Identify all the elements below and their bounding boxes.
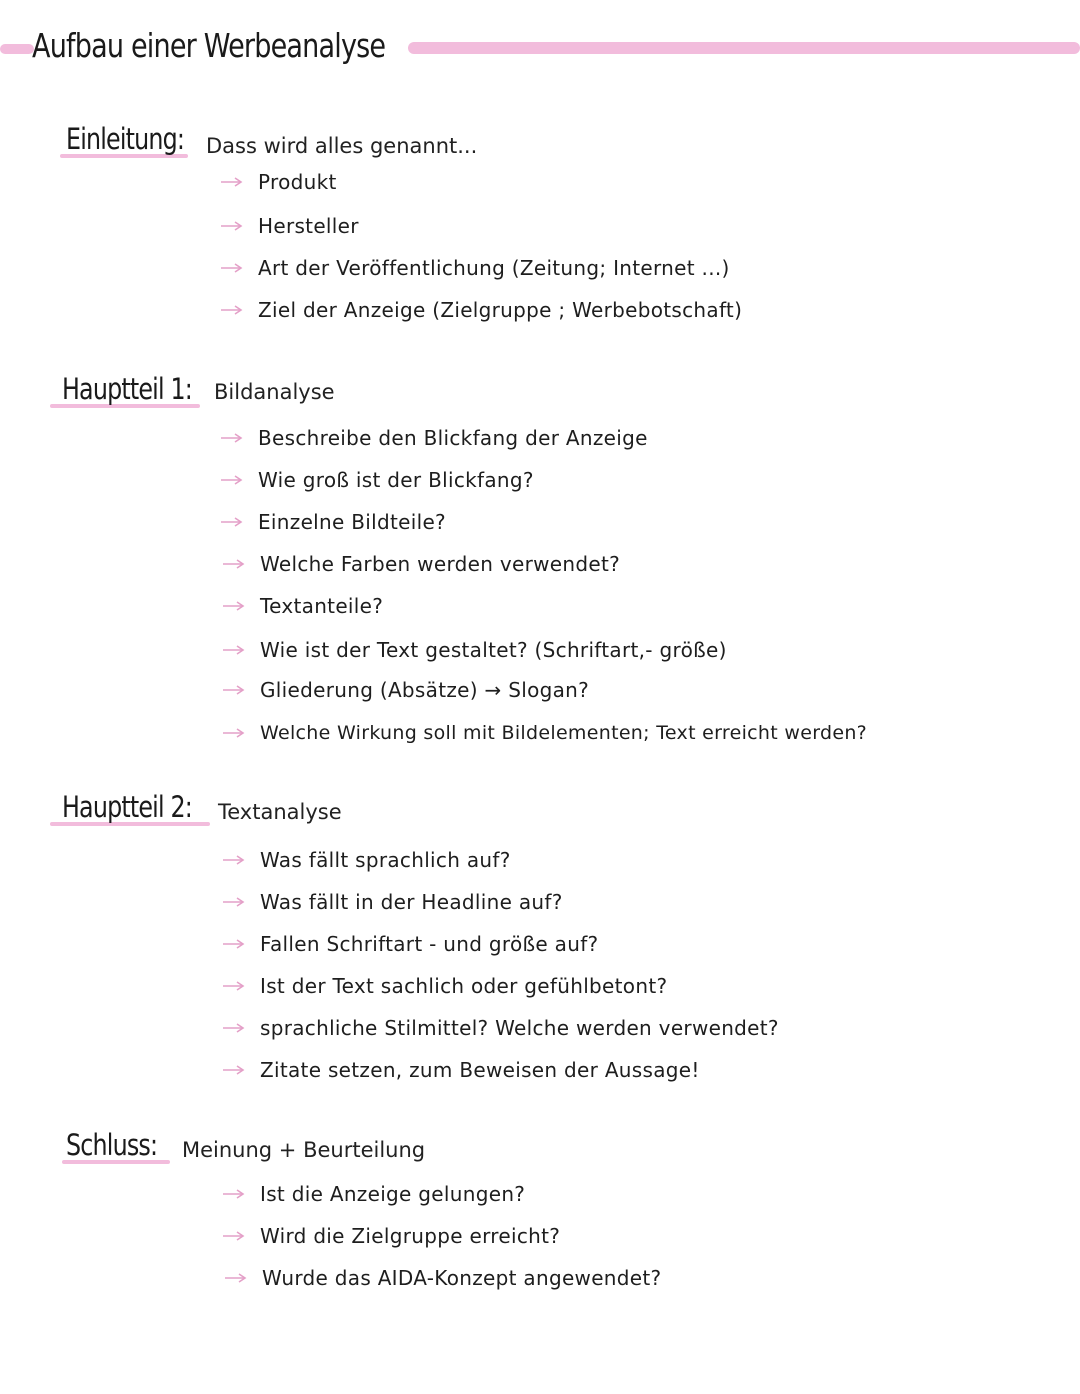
arrow-icon (222, 896, 246, 908)
list-item-text: Gliederung (Absätze) → Slogan? (260, 678, 590, 702)
list-item-text: Was fällt sprachlich auf? (260, 848, 511, 872)
arrow-icon (222, 1230, 246, 1242)
list-item (222, 890, 563, 914)
list-item (222, 552, 620, 576)
list-item-text: Art der Veröffentlichung (Zeitung; Internet ...) (258, 256, 730, 280)
arrow-icon (222, 938, 246, 950)
title-highlight-left (0, 44, 34, 54)
list-item-text: Hersteller (258, 214, 359, 238)
list-item-text: Zitate setzen, zum Beweisen der Aussage! (260, 1058, 700, 1082)
title-highlight-right (408, 42, 1080, 54)
arrow-icon (220, 516, 244, 528)
arrow-icon (224, 1272, 248, 1284)
list-item (222, 1016, 779, 1040)
list-item (222, 1224, 560, 1248)
section-subtitle-schluss: Meinung + Beurteilung (182, 1138, 426, 1162)
list-item (224, 1266, 661, 1290)
section-subtitle-hauptteil-1: Bildanalyse (214, 380, 335, 404)
arrow-icon (220, 220, 244, 232)
list-item (220, 298, 742, 322)
arrow-icon (222, 854, 246, 866)
list-item-text: Beschreibe den Blickfang der Anzeige (258, 426, 648, 450)
list-item-text: Wird die Zielgruppe erreicht? (260, 1224, 561, 1248)
list-item-text: Textanteile? (260, 594, 384, 618)
list-item (222, 722, 867, 744)
list-item (220, 426, 648, 450)
list-item (222, 932, 598, 956)
arrow-icon (222, 558, 246, 570)
arrow-icon (222, 1022, 246, 1034)
list-item (220, 256, 730, 280)
section-heading-schluss: Schluss: (66, 1128, 158, 1162)
section-heading-hauptteil-2: Hauptteil 2: (62, 790, 192, 824)
section-heading-einleitung: Einleitung: (66, 122, 185, 156)
list-item-text: Wie groß ist der Blickfang? (258, 468, 534, 492)
list-item (220, 468, 534, 492)
list-item-text: Wurde das AIDA-Konzept angewendet? (262, 1266, 662, 1290)
list-item-text: Wie ist der Text gestaltet? (Schriftart,- größe) (260, 638, 727, 662)
arrow-icon (222, 727, 246, 739)
list-item-text: sprachliche Stilmittel? Welche werden verwendet? (260, 1016, 779, 1040)
arrow-icon (220, 432, 244, 444)
list-item-text: Einzelne Bildteile? (258, 510, 446, 534)
section-subtitle-hauptteil-2: Textanalyse (218, 800, 342, 824)
list-item (222, 1058, 700, 1082)
arrow-icon (222, 1064, 246, 1076)
list-item (222, 974, 667, 998)
arrow-icon (220, 304, 244, 316)
list-item (220, 214, 359, 238)
list-item-text: Fallen Schriftart - und größe auf? (260, 932, 599, 956)
arrow-icon (222, 600, 246, 612)
arrow-icon (222, 684, 246, 696)
list-item-text: Ziel der Anzeige (Zielgruppe ; Werbebotschaft) (258, 298, 743, 322)
list-item (222, 638, 727, 662)
list-item (222, 1182, 525, 1206)
section-heading-hauptteil-1: Hauptteil 1: (62, 372, 192, 406)
list-item (222, 594, 383, 618)
list-item (220, 170, 337, 194)
arrow-icon (222, 644, 246, 656)
list-item-text: Welche Wirkung soll mit Bildelementen; Text erreicht werden? (260, 722, 868, 744)
arrow-icon (220, 262, 244, 274)
list-item-text: Was fällt in der Headline auf? (260, 890, 563, 914)
list-item (220, 510, 446, 534)
list-item (222, 848, 511, 872)
arrow-icon (220, 176, 244, 188)
list-item-text: Ist der Text sachlich oder gefühlbetont? (260, 974, 668, 998)
arrow-icon (222, 980, 246, 992)
arrow-icon (222, 1188, 246, 1200)
section-subtitle-einleitung: Dass wird alles genannt... (206, 134, 478, 158)
list-item (222, 678, 589, 702)
list-item-text: Ist die Anzeige gelungen? (260, 1182, 526, 1206)
list-item-text: Welche Farben werden verwendet? (260, 552, 621, 576)
list-item-text: Produkt (258, 170, 337, 194)
arrow-icon (220, 474, 244, 486)
page-title: Aufbau einer Werbeanalyse (32, 26, 386, 65)
